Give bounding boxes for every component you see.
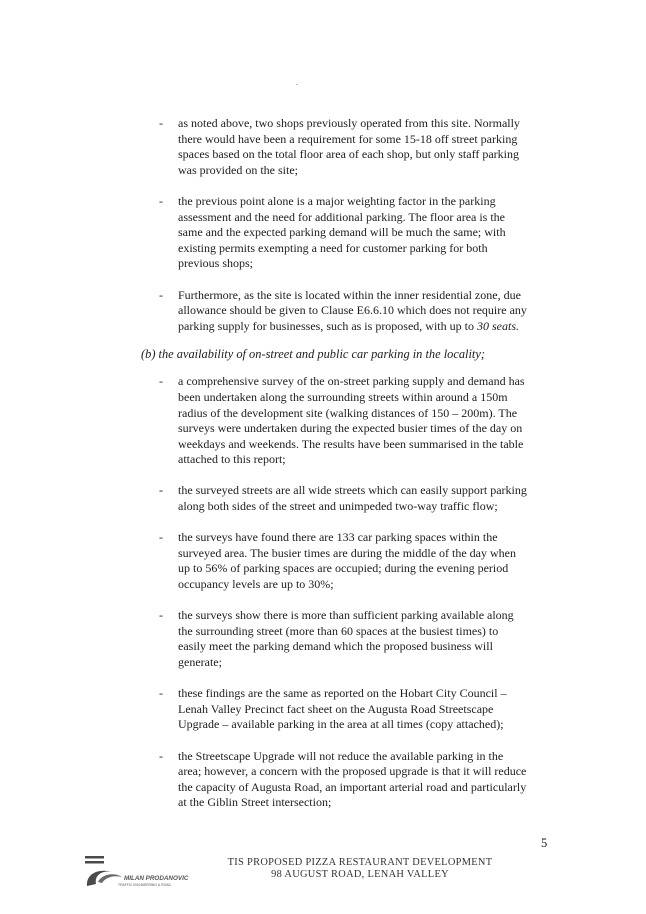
bullet-item: - Furthermore, as the site is located within the inner residential zone, due allowance should be given to Clause E6.6.10 which does not require any parking supply for businesses, such as is proposed, with up to 30 seats.	[159, 287, 527, 333]
logo-swoosh	[98, 874, 122, 883]
bullet-dash: -	[159, 686, 163, 701]
bullet-dash: -	[159, 287, 163, 302]
section-heading: (b) the availability of on-street and public car parking in the locality;	[141, 347, 485, 362]
bullet-dash: -	[159, 116, 163, 130]
bullet-dash: -	[159, 748, 163, 763]
bullet-item: - the Streetscape Upgrade will not reduce the available parking in the area; however, a concern with the proposed upgrade is that it will reduce the capacity of Augusta Road, an important arterial road and particularly at the Giblin Street intersection;	[159, 748, 527, 810]
bullet-item: - as noted above, two shops previously operated from this site. Normally there would have been a requirement for some 15-18 off street parking spaces based on the total floor area of each shop, but only staff parking was provided on the site;	[159, 116, 520, 177]
page-footer	[210, 857, 510, 881]
company-logo	[84, 856, 204, 890]
bullet-item: - the surveys show there is more than sufficient parking available along the surrounding street (more than 60 spaces at the busiest times) to easily meet the parking demand which the proposed business will generate;	[159, 608, 514, 669]
logo-name: MILAN PRODANOVIC	[124, 875, 189, 882]
bullet-dash: -	[159, 608, 163, 623]
bullet-item: - the surveyed streets are all wide streets which can easily support parking along both sides of the street and unimpeded two-way traffic flow;	[159, 483, 527, 514]
bullet-item: - these findings are the same as reported on the Hobart City Council – Lenah Valley Precinct fact sheet on the Augusta Road Streetscape Upgrade – available parking in the area at all times (copy attached);	[159, 686, 507, 732]
bullet-dash: -	[159, 530, 163, 545]
footer-address: 98 AUGUST ROAD, LENAH VALLEY	[271, 869, 449, 880]
bullet-dash: -	[159, 374, 163, 389]
page-number: 5	[541, 836, 548, 850]
logo-bar	[85, 861, 104, 864]
scan-speck	[296, 84, 298, 85]
bullet-dash: -	[159, 483, 163, 498]
logo-bar	[85, 856, 104, 859]
bullet-item: - the previous point alone is a major weighting factor in the parking assessment and the need for additional parking. The floor area is the same and the expected parking demand will be much the same; with existing permits exempting a need for customer parking for both previous shops;	[159, 193, 506, 271]
logo-tagline: TRAFFIC ENGINEERING & ROAD	[118, 883, 171, 887]
bullet-dash: -	[159, 193, 163, 208]
page-content	[141, 116, 566, 811]
seat-count: 30 seats.	[476, 318, 519, 333]
bullet-item: - the surveys have found there are 133 car parking spaces within the surveyed area. The busier times are during the middle of the day when up to 56% of parking spaces are occupied; during the evening period occupancy levels are up to 30%;	[159, 530, 516, 592]
logo-swoosh	[87, 871, 112, 886]
bullet-item: - a comprehensive survey of the on-street parking supply and demand has been undertaken along the surrounding streets within around a 150m radius of the development site (walking distances of 150 – 200m). The surveys were undertaken during the expected busier times of the day on weekdays and weekends. The results have been summarised in the table attached to this report;	[159, 374, 525, 467]
footer-title: TIS PROPOSED PIZZA RESTAURANT DEVELOPMENT	[227, 857, 493, 868]
